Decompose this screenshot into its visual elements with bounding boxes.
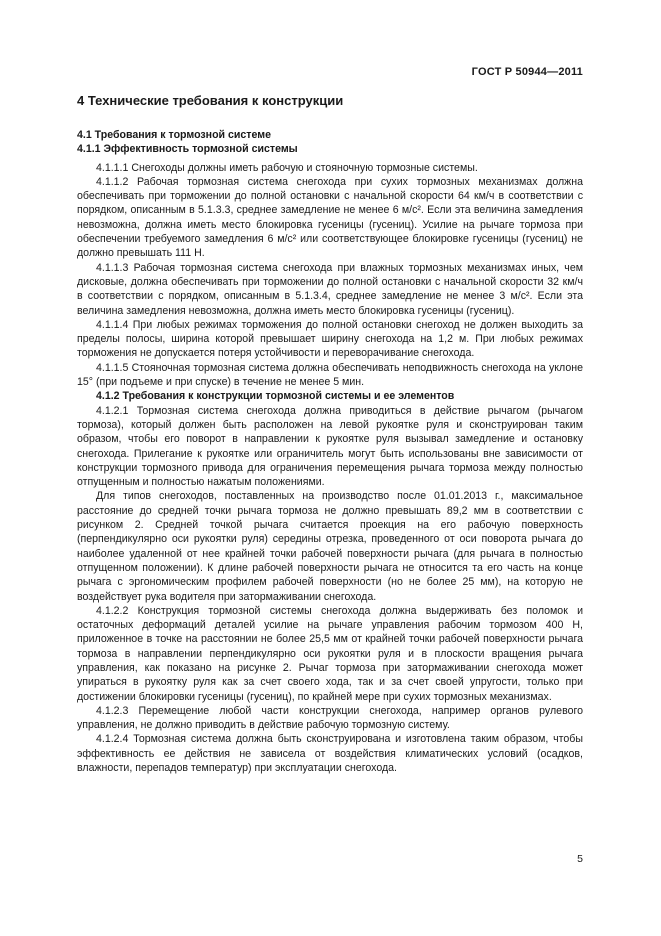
section-heading: 4.1 Требования к тормозной системе [77,129,271,141]
paragraph: 4.1.2.2 Конструкция тормозной системы снегохода должна выдерживать без поломок и остаточных деформаций деталей усилие на рычаге управления рабочим тормозом 400 Н, приложенное в точке на расстоянии не более 25,5 мм от крайней точки рабочей поверхности рычага тормоза в направлении перпендикулярно оси рукоятки руля и в плоскости вращения рычага управления, как показано на рисунке 2. Рычаг тормоза при затормаживании снегохода может упираться в рукоятку руля как за счет своего хода, так и за счет своей упругости, только при достижении блокировки гусеницы (гусениц), по крайней мере при сухих тормозных механизмах. [77,604,583,703]
standard-id: ГОСТ Р 50944—2011 [471,66,583,78]
paragraph: 4.1.1.4 При любых режимах торможения до полной остановки снегоход не должен выходить за пределы полосы, ширина которой превышает ширину снегохода на 1,2 м. При любых режимах торможения не допускается потеря устойчивости и переворачивание снегохода. [77,318,583,360]
paragraph: 4.1.1.3 Рабочая тормозная система снегохода при влажных тормозных механизмах иных, чем дисковые, должна обеспечивать при торможении до полной остановки с начальной скорости 32 км/ч в соответствии с порядком, описанным в 5.1.3.4, среднее замедление не менее 3 м/с². Если эта величина замедления невозможна, должна иметь место блокировка гусеницы (гусениц). [77,261,583,317]
page-number: 5 [577,853,583,865]
subsection-heading: 4.1.2 Требования к конструкции тормозной системы и ее элементов [96,390,455,403]
paragraph: 4.1.1.2 Рабочая тормозная система снегохода при сухих тормозных механизмах должна обеспечивать при торможении до полной остановки с начальной скорости 64 км/ч в соответствии с порядком, описанным в 5.1.3.3, среднее замедление не менее 6 м/с². Если эта величина замедления невозможна, должна иметь место блокировка гусеницы (гусениц). Усилие на рычаге тормоза при обеспечении требуемого замедления 6 м/с² или соответствующее блокировке гусеницы (гусениц) не должно превышать 111 Н. [77,175,583,260]
paragraph: 4.1.2.4 Тормозная система должна быть сконструирована и изготовлена таким образом, чтобы эффективность ее действия не зависела от воздействия климатических условий (осадков, влажности, перепадов температур) при эксплуатации снегохода. [77,733,583,775]
paragraph: 4.1.2.1 Тормозная система снегохода должна приводиться в действие рычагом (рычагом тормоза), который должен быть расположен на левой рукоятке руля и сконструирован таким образом, чтобы его поворот в направлении к рукоятке руля вызывал замедление и остановку снегохода. Прилегание к рукоятке или ограничитель могут быть использованы вне зависимости от конструкции тормозного привода для ограничения перемещения рычага тормоза между полностью отпущенным и полностью нажатым положениями. [77,404,583,489]
subsection-heading: 4.1.1 Эффективность тормозной системы [77,143,298,156]
body-text [77,128,583,775]
paragraph: Для типов снегоходов, поставленных на производство после 01.01.2013 г., максимальное расстояние до средней точки рычага тормоза не должно превышать 89,2 мм в соответствии с рисунком 2. Средней точкой рычага считается проекция на его рабочую поверхность (перпендикулярно оси рукоятки руля) середины отрезка, проведенного от оси поворота рычага до наиболее удаленной от нее крайней точки рабочей поверхности рычага (для рычага в полностью отпущенном положении). К длине рабочей поверхности рычага не относится та его часть на конце рычага с эргономическим профилем рабочей поверхности (но не более 25 мм), на которую не воздействует рука водителя при затормаживании снегохода. [77,490,583,603]
paragraph: 4.1.1.1 Снегоходы должны иметь рабочую и стояночную тормозные системы. [96,161,478,174]
paragraph: 4.1.1.5 Стояночная тормозная система должна обеспечивать неподвижность снегохода на уклоне 15° (при подъеме и при спуске) в течение не менее 5 мин. [77,361,583,389]
paragraph: 4.1.2.3 Перемещение любой части конструкции снегохода, например органов рулевого управления, не должно приводить в действие рабочую тормозную систему. [77,704,583,732]
chapter-title: 4 Технические требования к конструкции [77,93,344,108]
